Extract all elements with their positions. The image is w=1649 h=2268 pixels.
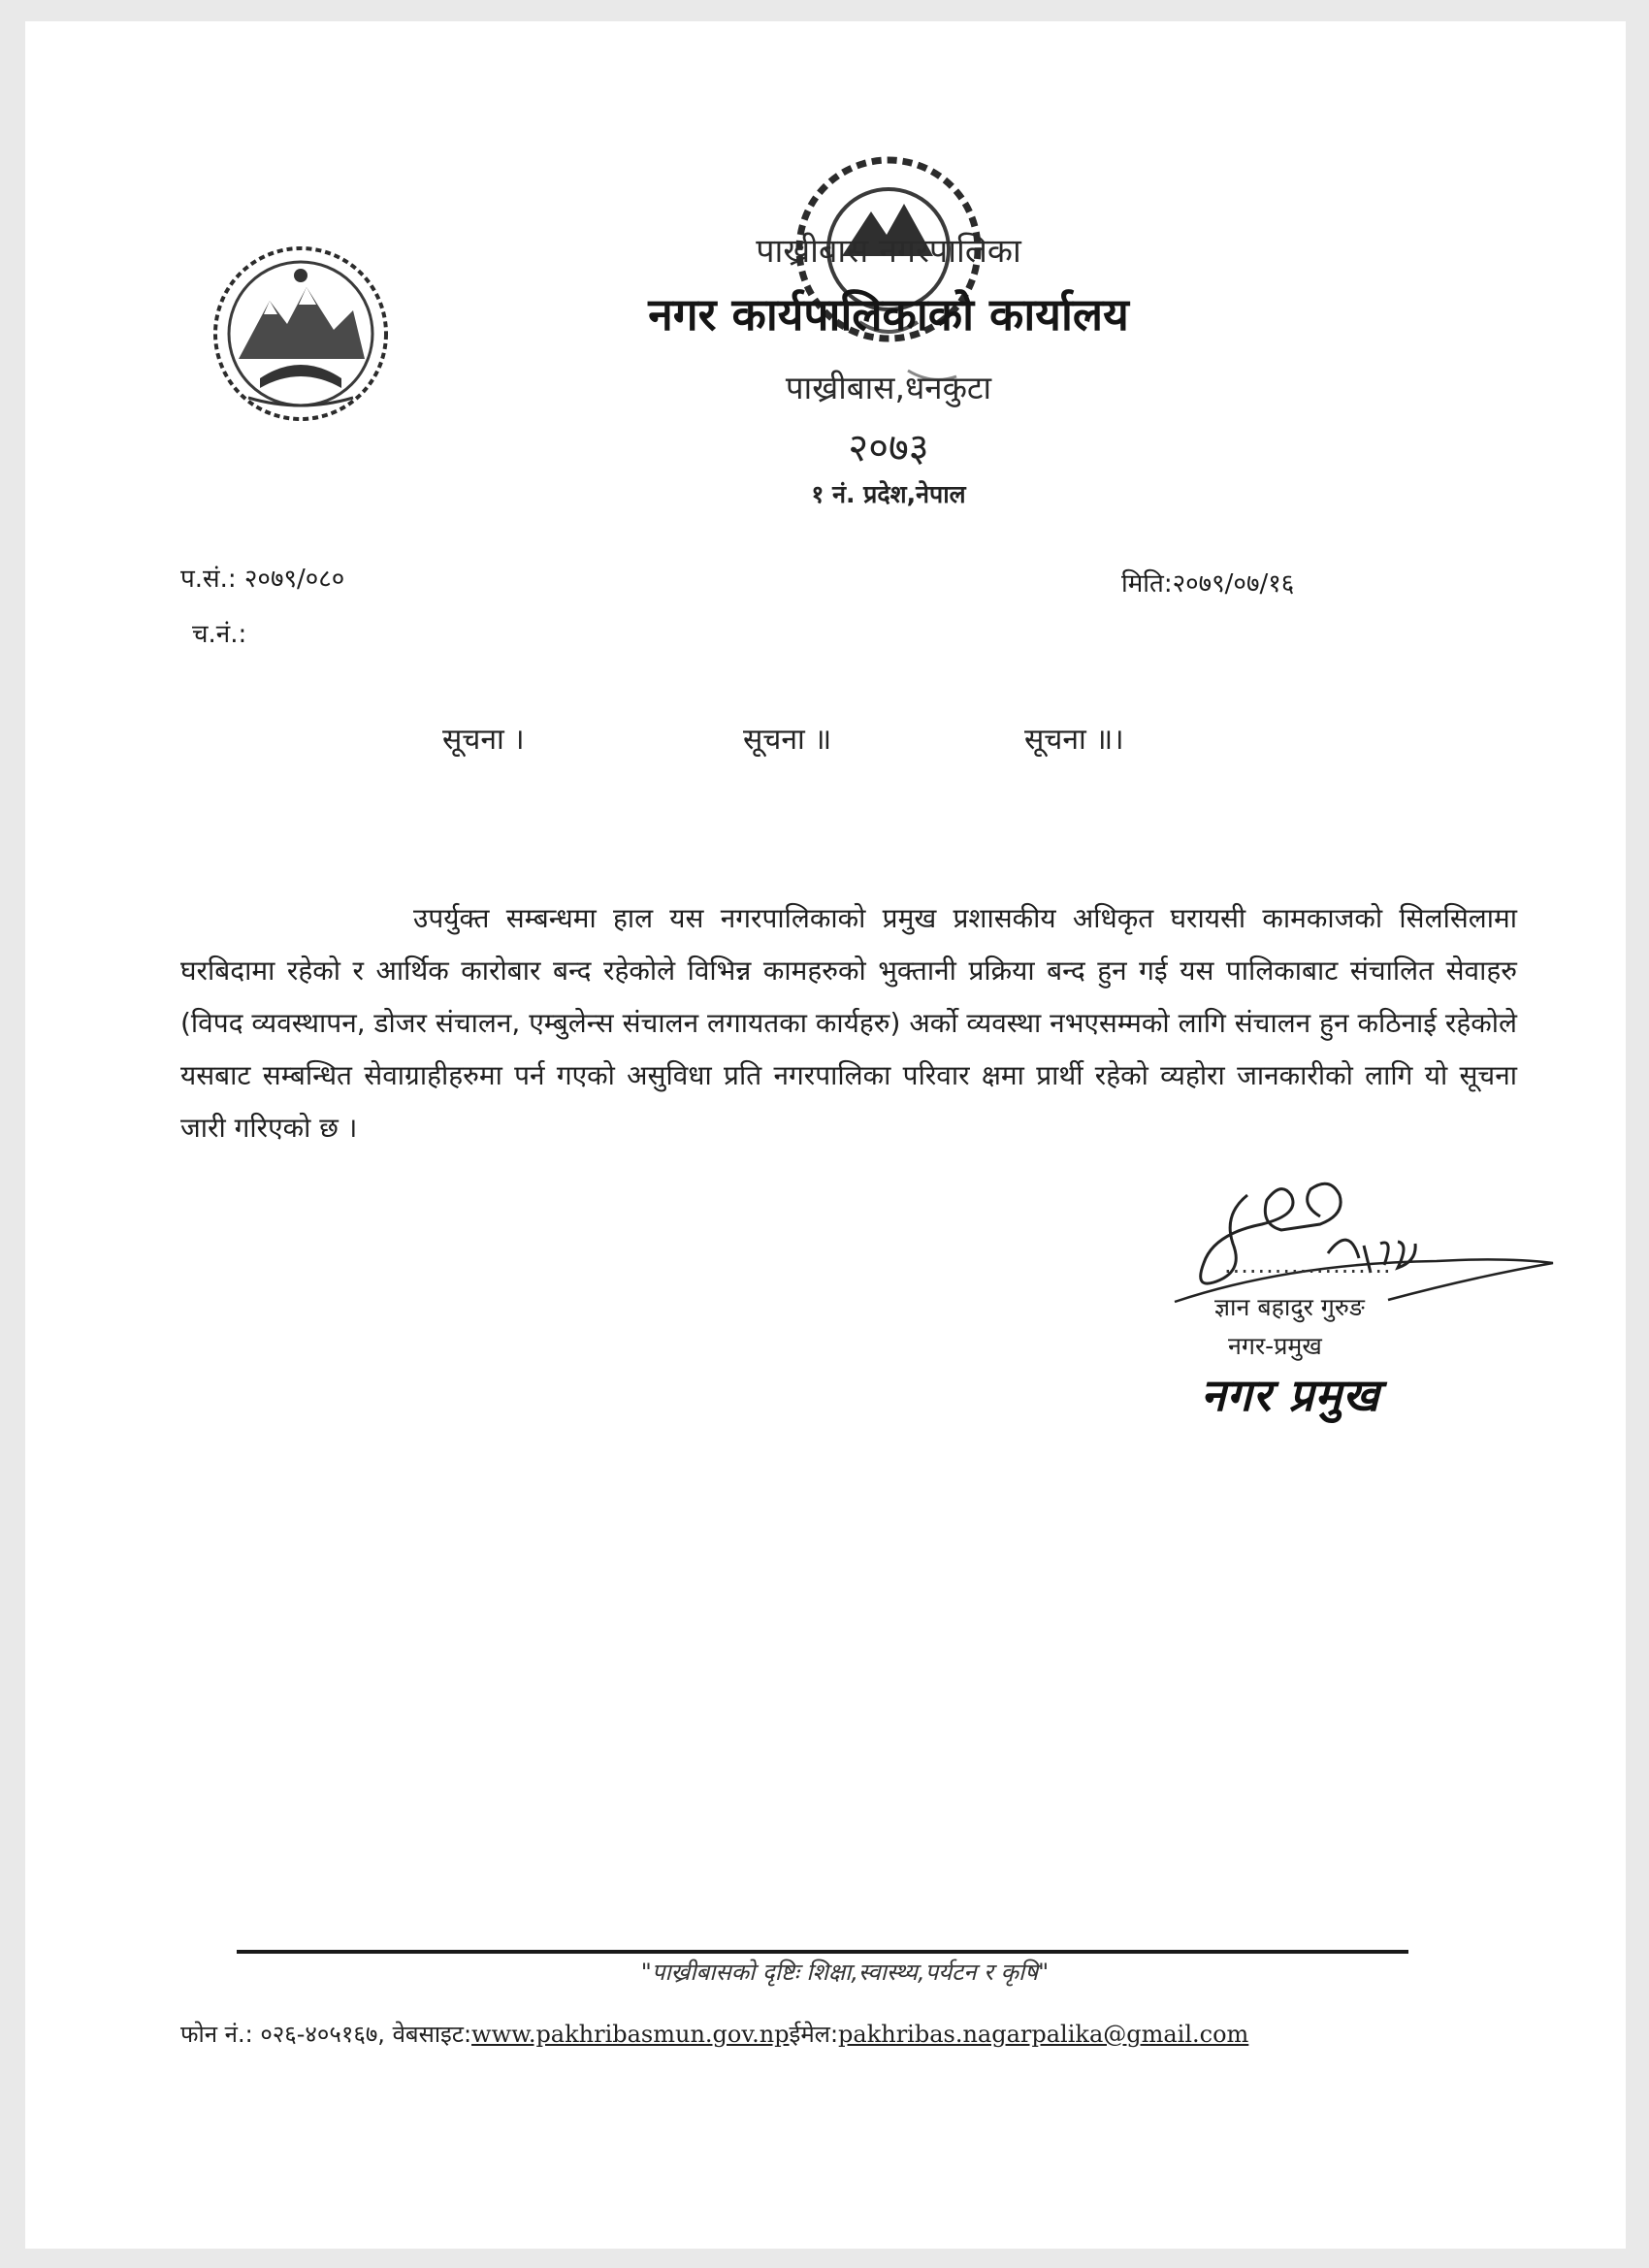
phone-text: फोन नं.: ०२६-४०५१६७, वेबसाइट:	[180, 2021, 472, 2048]
footer-slogan: "पाख्रीबासको दृष्टिः शिक्षा,स्वास्थ्य,पर्यटन र कृषि"	[640, 1959, 1050, 1986]
established-year: २०७३	[848, 426, 929, 470]
letter-date: मिति:२०७९/०७/१६	[1121, 569, 1295, 599]
signature-line: ....................	[1224, 1251, 1392, 1279]
nepal-emblem-icon	[210, 243, 392, 425]
website-link[interactable]: www.pakhribasmun.gov.np	[471, 2021, 790, 2048]
email-label: ईमेल:	[789, 2021, 839, 2048]
signatory-designation: नगर-प्रमुख	[1228, 1332, 1322, 1360]
notice-heading: सूचना ॥।	[1024, 723, 1124, 757]
footer-contact	[180, 2018, 1248, 2050]
office-address: पाख्रीबास,धनकुटा	[785, 369, 992, 406]
footer-divider	[237, 1950, 1408, 1954]
notice-body: उपर्युक्त सम्बन्धमा हाल यस नगरपालिकाको प्रमुख प्रशासकीय अधिकृत घरायसी कामकाजको सिलसिलामा घरबिदामा रहेको र आर्थिक कारोबार बन्द रहेकोले विभिन्न कामहरुको भुक्तानी प्रक्रिया बन्द हुन गई यस पालिकाबाट संचालित सेवाहरु (विपद व्यवस्थापन, डोजर संचालन, एम्बुलेन्स संचालन लगायतका कार्यहरु) अर्को व्यवस्था नभएसम्मको लागि संचालन हुन कठिनाई रहेकोले यसबाट सम्बन्धित सेवाग्राहीहरुमा पर्न गएको असुविधा प्रति नगरपालिका परिवार क्षमा प्रार्थी रहेको व्यहोरा जानकारीको लागि यो सूचना जारी गरिएको छ ।	[180, 902, 1517, 1144]
dispatch-number: च.नं.:	[192, 620, 247, 649]
signatory-name: ज्ञान बहादुर गुरुङ	[1214, 1293, 1365, 1321]
notice-heading: सूचना ॥	[743, 723, 832, 757]
municipality-name: पाख्रीबास नगरपालिका	[756, 232, 1021, 271]
reference-number: प.सं.: २०७९/०८०	[180, 565, 345, 594]
designation-stamp: नगर प्रमुख	[1201, 1369, 1380, 1421]
notice-heading: सूचना ।	[442, 723, 525, 757]
office-title: नगर कार्यपालिकाको कार्यालय	[648, 288, 1129, 340]
email-link[interactable]: pakhribas.nagarpalika@gmail.com	[838, 2021, 1249, 2048]
province-line: १ नं. प्रदेश,नेपाल	[811, 480, 966, 508]
letter-page	[25, 21, 1626, 2249]
